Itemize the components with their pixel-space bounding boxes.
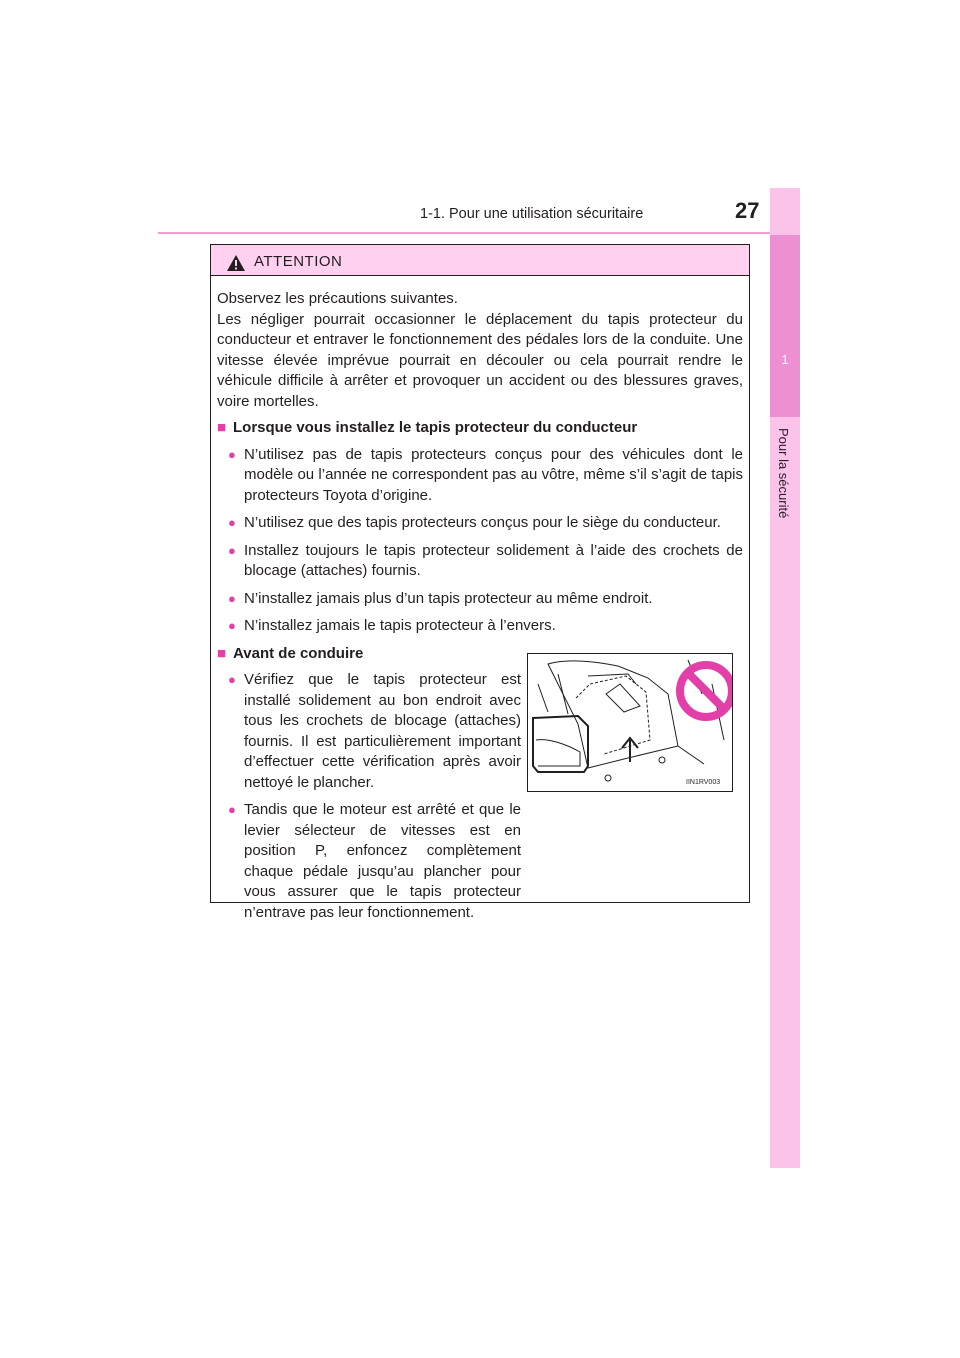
left-column bbox=[217, 670, 521, 930]
section-heading bbox=[217, 418, 743, 439]
side-tab-label: Pour la sécurité bbox=[776, 428, 791, 519]
circle-bullet-icon: ● bbox=[228, 802, 236, 817]
floor-mat-drawing bbox=[528, 654, 732, 791]
circle-bullet-icon: ● bbox=[228, 515, 236, 530]
side-tab-number: 1 bbox=[781, 352, 789, 367]
list-item: ● Tandis que le moteur est arrêté et que le levier sélecteur de vitesses est en position P, enfoncez complètement chaque pédale jusqu’au plancher pour vous assurer que le tapis protecteur n’entrave pas leur fonctionnement. bbox=[217, 800, 521, 923]
list-item: ● N’utilisez que des tapis protecteurs conçus pour le siège du conducteur. bbox=[217, 513, 743, 534]
circle-bullet-icon: ● bbox=[228, 618, 236, 633]
list-item: ● Vérifiez que le tapis protecteur est installé solidement au bon endroit avec tous les crochets de blocage (attaches) fournis. Il est particulièrement important d’effectuer cette vérification après avoir nettoyé le plancher. bbox=[217, 670, 521, 793]
list-item: ● Installez toujours le tapis protecteur solidement à l’aide des crochets de blocage (attaches) fournis. bbox=[217, 541, 743, 582]
warning-triangle-icon bbox=[226, 254, 246, 272]
circle-bullet-icon: ● bbox=[228, 672, 236, 687]
list-item: ● N’utilisez pas de tapis protecteurs conçus pour des véhicules dont le modèle ou l’année ne correspondent pas au vôtre, même s’il s’agit de tapis protecteurs Toyota d’origine. bbox=[217, 445, 743, 507]
side-tab-active bbox=[770, 235, 800, 417]
floor-mat-illustration bbox=[527, 653, 733, 792]
circle-bullet-icon: ● bbox=[228, 446, 236, 462]
page-number: 27 bbox=[735, 198, 760, 223]
warning-title: ATTENTION bbox=[254, 253, 343, 270]
section-header: 1-1. Pour une utilisation sécuritaire bbox=[420, 206, 644, 222]
square-bullet-icon: ■ bbox=[217, 644, 227, 662]
figure-label: IIN1RV003 bbox=[686, 779, 721, 786]
circle-bullet-icon: ● bbox=[228, 542, 236, 558]
section-heading-text: Lorsque vous installez le tapis protecteur du conducteur bbox=[233, 419, 638, 436]
square-bullet-icon: ■ bbox=[217, 419, 227, 436]
circle-bullet-icon: ● bbox=[228, 590, 236, 606]
section-heading-text: Avant de conduire bbox=[233, 644, 364, 662]
warning-body bbox=[211, 276, 749, 930]
intro-line: Observez les précautions suivantes. bbox=[217, 290, 458, 307]
header-rule bbox=[158, 232, 770, 234]
list-item: ● N’installez jamais le tapis protecteur à l’envers. bbox=[217, 616, 743, 637]
list-item: ● N’installez jamais plus d’un tapis protecteur au même endroit. bbox=[217, 589, 743, 610]
intro-paragraph: Les négliger pourrait occasionner le déplacement du tapis protecteur du conducteur et entraver le fonctionnement des pédales lors de la conduite. Une vitesse élevée imprévue pourrait en découler ou cela pourrait rendre le véhicule difficile à arrêter et provoquer un accident ou des blessures graves, voire mortelles. bbox=[217, 310, 743, 410]
warning-header bbox=[211, 245, 749, 276]
prohibited-icon bbox=[680, 665, 732, 717]
warning-box bbox=[210, 244, 750, 921]
